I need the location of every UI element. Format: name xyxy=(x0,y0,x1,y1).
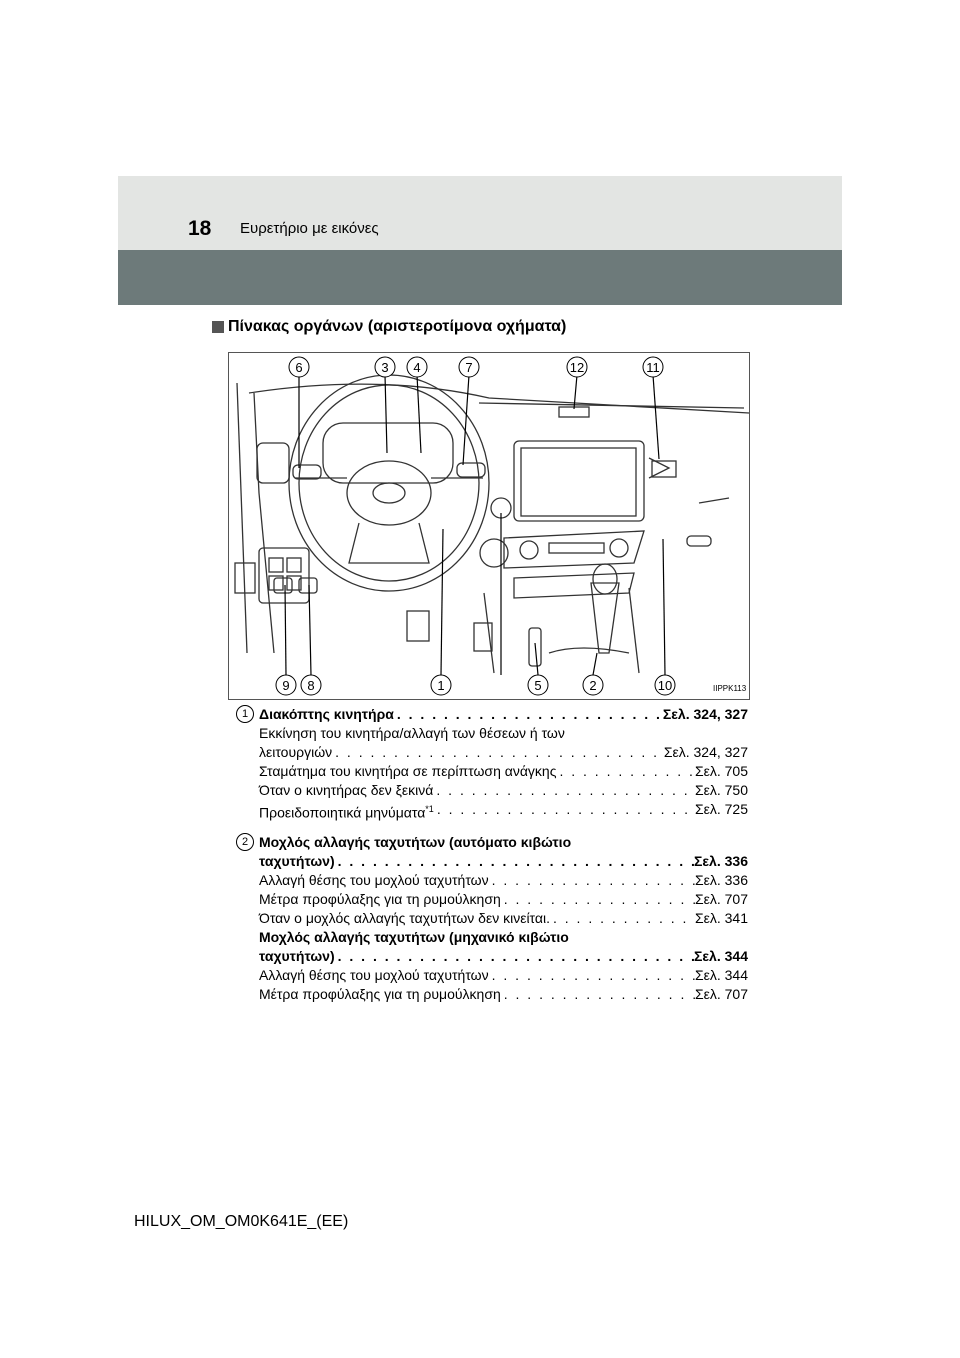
callout-2: 2 xyxy=(589,678,597,693)
callout-1: 1 xyxy=(437,678,445,693)
callout-8: 8 xyxy=(307,678,315,693)
page-ref-link[interactable]: Σελ. 707 xyxy=(694,890,748,907)
dashboard-drawing xyxy=(229,353,749,699)
page-ref-link[interactable]: Σελ. 336 xyxy=(694,871,748,888)
callout-12: 12 xyxy=(569,360,585,375)
page-number: 18 xyxy=(188,217,212,240)
callout-10: 10 xyxy=(657,678,673,693)
entry-item: Μέτρα προφύλαξης για τη ρυμούλκηση . . . Σελ. 707 xyxy=(236,985,748,1004)
page-ref-link[interactable]: Σελ. 750 xyxy=(694,782,748,798)
entry-item: Προειδοποιητικά μηνύματα$^{*1}$ . . . Σελ. 725 xyxy=(236,800,748,823)
entry-badge: 1 xyxy=(236,705,254,723)
entry-item: λειτουργιών . . . Σελ. 324, 327 xyxy=(236,743,748,762)
callout-6: 6 xyxy=(295,360,303,375)
entry-item: Αλλαγή θέσης του μοχλού ταχυτήτων . . . Σελ. 344 xyxy=(236,966,748,985)
page-ref-link[interactable]: Σελ. 324, 327 xyxy=(663,744,748,760)
section-title: Ευρετήριο με εικόνες xyxy=(240,220,379,237)
page-ref-link[interactable]: Σελ. 344 xyxy=(694,947,748,964)
heading-square-icon xyxy=(212,321,224,333)
dashboard-illustration xyxy=(228,352,750,700)
header-dark-band xyxy=(118,250,842,305)
entry-item: Όταν ο κινητήρας δεν ξεκινά . . . Σελ. 750 xyxy=(236,781,748,800)
entry-item: Αλλαγή θέσης του μοχλού ταχυτήτων . . . Σελ. 336 xyxy=(236,871,748,890)
callout-7: 7 xyxy=(465,360,473,375)
entry-item: Όταν ο μοχλός αλλαγής ταχυτήτων δεν κινείται. . . . Σελ. 341 xyxy=(236,909,748,928)
entry-title: Μοχλός αλλαγής ταχυτήτων (αυτόματο κιβώτιο xyxy=(259,833,572,850)
callout-3: 3 xyxy=(381,360,389,375)
callout-11: 11 xyxy=(646,360,660,375)
section-heading xyxy=(212,318,566,336)
heading-text: Πίνακας οργάνων (αριστεροτίμονα οχήματα) xyxy=(228,318,567,335)
entry-title-row: ταχυτήτων) . . . Σελ. 336 xyxy=(236,852,748,871)
page-ref-link[interactable]: Σελ. 341 xyxy=(694,909,748,926)
entry-subtitle: Εκκίνηση του κινητήρα/αλλαγή των θέσεων ή των xyxy=(259,725,565,741)
figure-code: IIPPK113 xyxy=(713,684,747,693)
entry-title-row: ταχυτήτων) . . . Σελ. 344 xyxy=(236,947,748,966)
entry-badge: 2 xyxy=(236,833,254,851)
callout-4: 4 xyxy=(413,360,421,375)
page-ref-link[interactable]: Σελ. 707 xyxy=(694,985,748,1002)
page-ref-link[interactable]: Σελ. 705 xyxy=(694,763,748,779)
entry-title: Μοχλός αλλαγής ταχυτήτων (μηχανικό κιβώτιο xyxy=(259,928,569,945)
entry-item: Σταμάτημα του κινητήρα σε περίπτωση ανάγκης . . . Σελ. 705 xyxy=(236,762,748,781)
entry-engine-switch xyxy=(236,705,748,823)
page-ref-link[interactable]: Σελ. 324, 327 xyxy=(662,706,748,722)
entry-title: Διακόπτης κινητήρα xyxy=(259,706,394,722)
index-entries xyxy=(236,705,748,1014)
page-ref-link[interactable]: Σελ. 344 xyxy=(694,966,748,983)
entry-item: Μέτρα προφύλαξης για τη ρυμούλκηση . . . Σελ. 707 xyxy=(236,890,748,909)
footnote-marker: *1 xyxy=(425,804,434,814)
document-footer: HILUX_OM_OM0K641E_(EE) xyxy=(134,1213,349,1230)
entry-title-row xyxy=(236,705,748,724)
callout-5: 5 xyxy=(534,678,542,693)
entry-shift-lever xyxy=(236,833,748,1004)
callout-9: 9 xyxy=(282,678,290,693)
header-top-band xyxy=(118,176,842,250)
page-ref-link[interactable]: Σελ. 336 xyxy=(694,852,748,869)
page-ref-link[interactable]: Σελ. 725 xyxy=(694,801,748,817)
